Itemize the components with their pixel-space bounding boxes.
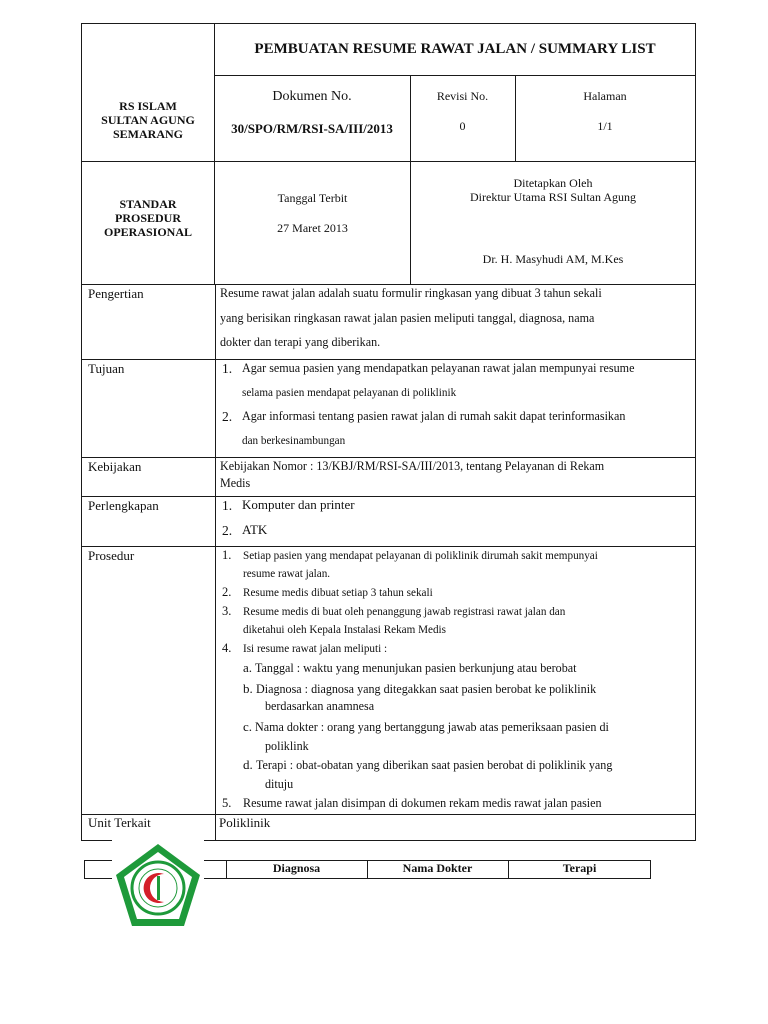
tujuan-text-2b: dan berkesinambungan [242,433,346,447]
pengertian-text-3: dokter dan terapi yang diberikan. [220,334,381,349]
logo-pillar [157,876,160,900]
header-mid-line [81,161,696,162]
tujuan-item-2-line-1 [242,409,654,424]
prosedur-text-3b: diketahui oleh Kepala Instalasi Rekam Medis [243,622,447,636]
halaman-label: Halaman [583,89,627,103]
revisi-value: 0 [459,119,466,133]
title-bottom-line [214,75,696,76]
tanggal-label: Tanggal Terbit [277,191,348,205]
prosedur-item-1-line-1 [243,549,625,563]
body-col-divider [215,284,216,840]
tujuan-item-1-line-2 [242,386,472,400]
perlengkapan-num-1: 1. [222,498,233,513]
doc-no-label: Dokumen No. [272,89,352,104]
prosedur-text-3a: Resume medis di buat oleh penanggung jawab registrasi rawat jalan dan [243,604,566,618]
sop-line-1: STANDAR [119,197,177,211]
label-kebijakan: Kebijakan [88,459,142,474]
doc-no-value: 30/SPO/RM/RSI-SA/III/2013 [231,121,393,136]
signer-name: Dr. H. Masyhudi AM, M.Kes [482,252,624,266]
label-perlengkapan: Perlengkapan [88,498,159,513]
summary-header-diagnosa: Diagnosa [272,861,321,875]
tujuan-text-1b: selama pasien mendapat pelayanan di poliklinik [242,385,457,399]
prosedur-sub-d [243,758,639,773]
tujuan-num-2: 2. [222,409,233,424]
prosedur-num-1: 1. [222,548,232,562]
ditetapkan-label: Ditetapkan Oleh [513,176,593,190]
kebijakan-text-1: Kebijakan Nomor : 13/KBJ/RM/RSI-SA/III/2013, tentang Pelayanan di Rekam [220,458,605,473]
tujuan-text-1a: Agar semua pasien yang mendapatkan pelayanan rawat jalan mempunyai resume [242,360,635,375]
prosedur-text-5a: Resume rawat jalan disimpan di dokumen rekam medis rawat jalan pasien [243,795,602,810]
halaman-value: 1/1 [597,119,613,133]
tujuan-text-2a: Agar informasi tentang pasien rawat jalan di rumah sakit dapat terinformasikan [242,408,626,423]
perlengkapan-item-2: ATK [242,522,268,537]
prosedur-item-1-line-2 [243,567,337,581]
unit-terkait-value: Poliklinik [219,815,271,830]
perlengkapan-item-1: Komputer dan printer [242,497,355,512]
kebijakan-line-1 [220,459,633,474]
sub-d-text-2: dituju [265,776,294,791]
perlengkapan-num-2: 2. [222,523,233,538]
pengertian-line-3 [220,335,392,350]
sub-c-text: Nama dokter : orang yang bertanggung jawab atas pemeriksaan pasien di [255,719,610,734]
revisi-label: Revisi No. [436,89,489,103]
sub-a-text: Tanggal : waktu yang menunjukan pasien berkunjung atau berobat [255,660,577,675]
label-unit-terkait: Unit Terkait [88,815,151,830]
pengertian-text-1: Resume rawat jalan adalah suatu formulir ringkasan yang dibuat 3 tahun sekali [220,285,602,300]
label-prosedur: Prosedur [88,548,135,563]
prosedur-num-5: 5. [222,796,232,810]
sub-b-text: Diagnosa : diagnosa yang ditegakkan saat pasien berobat ke poliklinik [256,681,597,696]
label-tujuan: Tujuan [88,361,125,376]
prosedur-text-2a: Resume medis dibuat setiap 3 tahun sekali [243,585,433,599]
label-pengertian: Pengertian [88,286,144,301]
row-sep-perlengkapan [81,496,696,497]
header-right-border [695,23,696,840]
hospital-line-2: SULTAN AGUNG [101,112,195,127]
row-sep-unit [81,814,696,815]
prosedur-sub-b [243,682,622,697]
direktur-label: Direktur Utama RSI Sultan Agung [470,190,636,204]
header-left-border [81,23,82,840]
header-col-divider [214,23,215,284]
prosedur-sub-d-line-2 [265,777,295,792]
prosedur-text-4a: Isi resume rawat jalan meliputi : [243,641,388,655]
prosedur-num-2: 2. [222,585,232,599]
prosedur-text-1b: resume rawat jalan. [243,566,331,580]
hospital-line-1: RS ISLAM [119,99,177,113]
pengertian-text-2: yang berisikan ringkasan rawat jalan pasien meliputi tanggal, diagnosa, nama [220,310,595,325]
sub-b-letter: b. [243,681,253,696]
document-title: PEMBUATAN RESUME RAWAT JALAN / SUMMARY LIST [254,41,656,57]
sub-b-text-2: berdasarkan anamnesa [265,698,375,713]
tujuan-num-1: 1. [222,361,233,376]
sop-label [82,198,214,239]
summary-header-terapi: Terapi [562,861,597,875]
prosedur-item-3-line-1 [243,605,590,619]
prosedur-sub-a [243,661,601,676]
prosedur-item-2-line-1 [243,586,447,600]
sub-d-letter: d. [243,757,253,772]
tanggal-value: 27 Maret 2013 [277,221,348,235]
hospital-logo [112,840,204,932]
hospital-name [82,100,214,141]
tujuan-item-1-line-1 [242,361,664,376]
prosedur-text-1a: Setiap pasien yang mendapat pelayanan di poliklinik dirumah sakit mempunyai [243,548,598,562]
tujuan-item-2-line-2 [242,434,353,448]
kebijakan-text-2: Medis [220,475,251,490]
prosedur-item-3-line-2 [243,623,461,637]
summary-header-nama-dokter: Nama Dokter [402,861,473,875]
sop-line-2: PROSEDUR [114,210,181,225]
sub-a-letter: a. [243,660,253,675]
pengertian-line-2 [220,311,623,326]
sop-line-3: OPERASIONAL [103,224,192,239]
prosedur-item-4-line-1 [243,642,398,656]
prosedur-num-4: 4. [222,641,232,655]
prosedur-sub-c [243,720,636,735]
prosedur-sub-c-line-2 [265,739,312,754]
pengertian-line-1 [220,286,630,301]
row-sep-prosedur [81,546,696,547]
sub-d-text: Terapi : obat-obatan yang diberikan saat pasien berobat di poliklinik yang [256,757,613,772]
prosedur-num-3: 3. [222,604,232,618]
revisi-right-divider [515,75,516,161]
prosedur-sub-b-line-2 [265,699,382,714]
header-top-border [81,23,696,24]
sub-c-text-2: poliklink [265,738,309,753]
kebijakan-line-2 [220,476,253,491]
hospital-line-3: SEMARANG [112,126,183,141]
prosedur-item-5-line-1 [243,796,629,811]
sub-c-letter: c. [243,719,253,734]
